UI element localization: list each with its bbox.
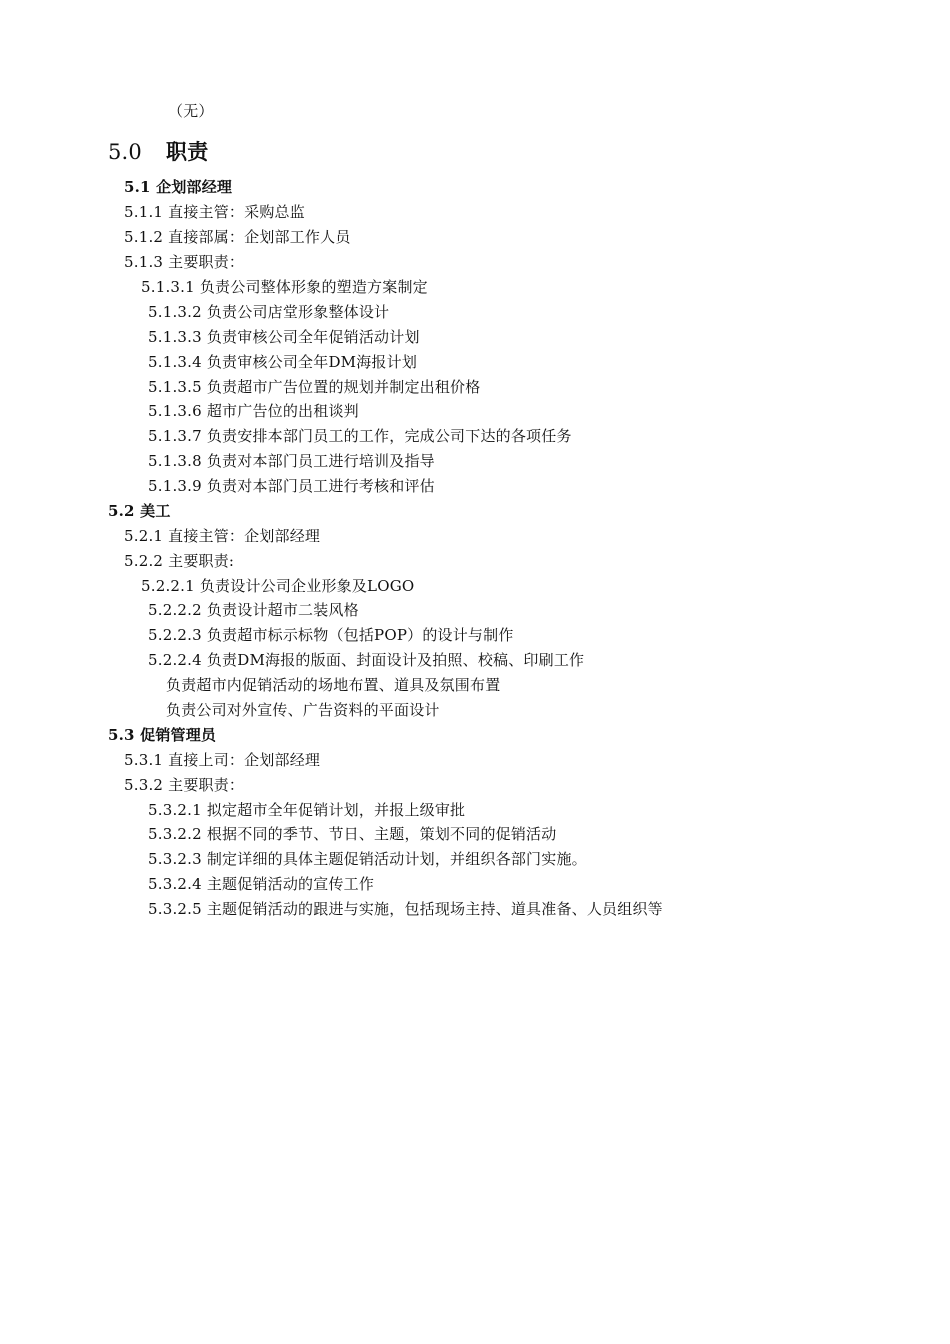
duty-item: 5.3.2.3 制定详细的具体主题促销活动计划，并组织各部门实施。 bbox=[148, 850, 587, 868]
duties-label-5-1-3: 5.1.3 主要职责： bbox=[124, 253, 245, 271]
duty-item: 负责公司对外宣传、广告资料的平面设计 bbox=[166, 701, 440, 719]
duty-item: 5.3.2.1 拟定超市全年促销计划，并报上级审批 bbox=[148, 801, 466, 819]
duty-item: 5.1.3.3 负责审核公司全年促销活动计划 bbox=[148, 328, 420, 346]
section-title: 职责 bbox=[166, 139, 209, 164]
none-note: （无） bbox=[168, 102, 214, 120]
supervisor-5-1-1: 5.1.1 直接主管：采购总监 bbox=[124, 203, 305, 221]
duty-item: 5.1.3.8 负责对本部门员工进行培训及指导 bbox=[148, 452, 435, 470]
duty-item: 5.1.3.6 超市广告位的出租谈判 bbox=[148, 402, 359, 420]
duty-item: 5.3.2.4 主题促销活动的宣传工作 bbox=[148, 875, 375, 893]
duty-item: 5.2.2.3 负责超市标示标物（包括POP）的设计与制作 bbox=[148, 626, 514, 644]
duty-item: 5.1.3.9 负责对本部门员工进行考核和评估 bbox=[148, 477, 435, 495]
subsection-heading-5-2: 5.2 美工 bbox=[108, 502, 171, 520]
duty-item: 负责超市内促销活动的场地布置、道具及氛围布置 bbox=[166, 676, 501, 694]
duty-item: 5.2.2.2 负责设计超市二装风格 bbox=[148, 601, 359, 619]
supervisor-5-3-1: 5.3.1 直接上司：企划部经理 bbox=[124, 751, 321, 769]
duty-item: 5.1.3.5 负责超市广告位置的规划并制定出租价格 bbox=[148, 378, 481, 396]
section-number: 5.0 bbox=[108, 140, 142, 164]
subsection-heading-5-3: 5.3 促销管理员 bbox=[108, 726, 217, 744]
duty-item: 5.2.2.4 负责DM海报的版面、封面设计及拍照、校稿、印刷工作 bbox=[148, 651, 585, 669]
duty-item: 5.1.3.2 负责公司店堂形象整体设计 bbox=[148, 303, 390, 321]
section-heading-5-0 bbox=[108, 139, 208, 165]
duty-item: 5.1.3.4 负责审核公司全年DM海报计划 bbox=[148, 353, 418, 371]
subordinates-5-1-2: 5.1.2 直接部属：企划部工作人员 bbox=[124, 228, 351, 246]
duty-item: 5.3.2.2 根据不同的季节、节日、主题，策划不同的促销活动 bbox=[148, 825, 557, 843]
supervisor-5-2-1: 5.2.1 直接主管：企划部经理 bbox=[124, 527, 321, 545]
duty-item: 5.3.2.5 主题促销活动的跟进与实施，包括现场主持、道具准备、人员组织等 bbox=[148, 900, 663, 918]
duty-item: 5.2.2.1 负责设计公司企业形象及LOGO bbox=[141, 577, 415, 595]
duties-label-5-3-2: 5.3.2 主要职责： bbox=[124, 776, 245, 794]
subsection-heading-5-1: 5.1 企划部经理 bbox=[124, 178, 233, 196]
duty-item: 5.1.3.7 负责安排本部门员工的工作，完成公司下达的各项任务 bbox=[148, 427, 572, 445]
duties-label-5-2-2: 5.2.2 主要职责: bbox=[124, 552, 235, 570]
duty-item: 5.1.3.1 负责公司整体形象的塑造方案制定 bbox=[141, 278, 428, 296]
